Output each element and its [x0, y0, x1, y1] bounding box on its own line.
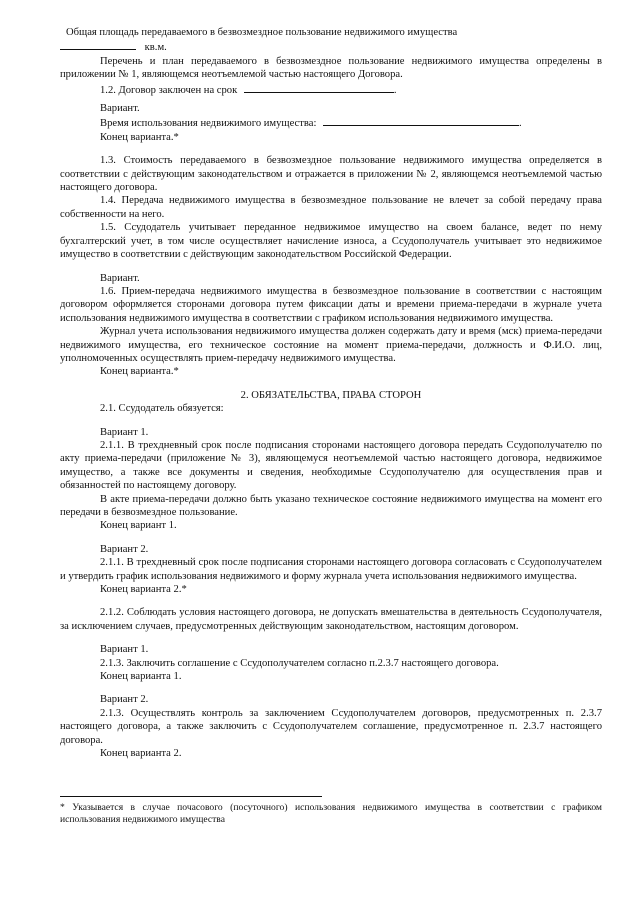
area-text: Общая площадь передаваемого в безвозмездное пользование недвижимого имущества: [66, 27, 458, 38]
paragraph-2-1-3-b: 2.1.3. Осуществлять контроль за заключением Ссудополучателем договоров, предусмотренных п. 2.3.7 настоящего договора, а также заключить с Ссудополучателем соглашение, предусмотренное п. 2.3.7 настоящего договора.: [60, 707, 602, 746]
area-unit: кв.м.: [144, 42, 167, 54]
variant-end-2: Конец варианта.*: [100, 366, 179, 378]
variant-label-4: Вариант 2.: [100, 543, 149, 555]
variant-end-6: Конец варианта 2.: [100, 748, 182, 760]
variant-label-1: Вариант.: [100, 103, 140, 115]
paragraph-2-1-2: 2.1.2. Соблюдать условия настоящего договора, не допускать вмешательства в деятельность Ссудополучателя, за исключением случаев, предусмотренных действующим законодательством, настоящим договором.: [60, 607, 602, 632]
paragraph-1-4: 1.4. Передача недвижимого имущества в безвозмездное пользование не влечет за собой передачу права собственности на него.: [60, 195, 602, 220]
variant-label-3: Вариант 1.: [100, 426, 149, 438]
paragraph-2-1-3-a: 2.1.3. Заключить соглашение с Ссудополучателем согласно п.2.3.7 настоящего договора.: [100, 657, 499, 669]
footnote: * Указывается в случае почасового (посуточного) использования недвижимого имущества в соответствии с графиком использования недвижимого имущества: [60, 802, 602, 825]
variant-end-4: Конец варианта 2.*: [100, 584, 187, 596]
footnote-divider: [60, 796, 322, 797]
term-text: 1.2. Договор заключен на срок: [100, 84, 238, 96]
use-time-blank: [323, 115, 519, 126]
area-blank: [60, 39, 136, 50]
variant-label-6: Вариант 2.: [100, 694, 149, 706]
paragraph-act: В акте приема-передачи должно быть указано техническое состояние недвижимого имущества на момент его передачи в безвозмездное пользование.: [60, 493, 602, 518]
paragraph-journal: Журнал учета использования недвижимого имущества должен содержать дату и время (мск) приема-передачи недвижимого имущества, его техническое состояние на момент приема-передачи, должность и Ф.И.О. лиц, уполномоченных осуществлять прием-передачу недвижимого имущества.: [60, 326, 602, 364]
variant-end-1: Конец варианта.*: [100, 131, 179, 143]
variant-label-2: Вариант.: [100, 272, 140, 284]
paragraph-2-1-1-a: 2.1.1. В трехдневный срок после подписания сторонами настоящего договора передать Ссудополучателю по акту приема-передачи (приложение № 3), являющемуся неотъемлемой частью настоящего договора, недвижимое имущество, а также все документы и сведения, необходимые Ссудополучателю для осуществления прав и обязанностей по настоящему договору.: [60, 439, 602, 492]
paragraph-1-5: 1.5. Ссудодатель учитывает переданное недвижимое имущество на своем балансе, ведет по нему бухгалтерский учет, в том числе осуществляет начисление износа, а Ссудополучатель учитывает это недвижимое имущество в соответствии с действующим законодательством Российской Федерации.: [60, 222, 602, 261]
paragraph-2-1-1-b: 2.1.1. В трехдневный срок после подписания сторонами настоящего договора согласовать с Ссудополучателем и утвердить график использования недвижимого и форму журнала учета использования недвижимого имущества.: [60, 557, 602, 582]
use-time-line: Время использования недвижимого имущества: .: [60, 115, 602, 130]
paragraph-2-1: 2.1. Ссудодатель обязуется:: [100, 403, 224, 415]
variant-end-5: Конец варианта 1.: [100, 671, 182, 683]
area-unit-line: [60, 39, 602, 54]
area-line: [60, 26, 602, 39]
document-body: [60, 26, 602, 761]
section-heading-2: 2. ОБЯЗАТЕЛЬСТВА, ПРАВА СТОРОН: [240, 389, 422, 401]
variant-end-3: Конец вариант 1.: [100, 520, 177, 532]
variant-label-5: Вариант 1.: [100, 644, 149, 656]
paragraph-list: Перечень и план передаваемого в безвозмездное пользование недвижимого имущества определены в приложении № 1, являющемся неотъемлемой частью настоящего Договора.: [60, 55, 602, 81]
term-blank: [244, 82, 394, 93]
use-time-text: Время использования недвижимого имущества:: [100, 118, 317, 130]
paragraph-1-3: 1.3. Стоимость передаваемого в безвозмездное пользование недвижимого имущества определяется в соответствии с действующим законодательством и отражается в приложении № 2, являющемся неотъемлемой частью настоящего договора.: [60, 155, 602, 194]
paragraph-1-6: 1.6. Прием-передача недвижимого имущества в безвозмездное пользование в соответствии с настоящим договором оформляется сторонами договора путем фиксации даты и времени приема-передачи в журнале учета использования недвижимого имущества в соответствии с графиком использования недвижимого имущества.: [60, 285, 602, 324]
paragraph-1-2: 1.2. Договор заключен на срок .: [60, 82, 602, 97]
